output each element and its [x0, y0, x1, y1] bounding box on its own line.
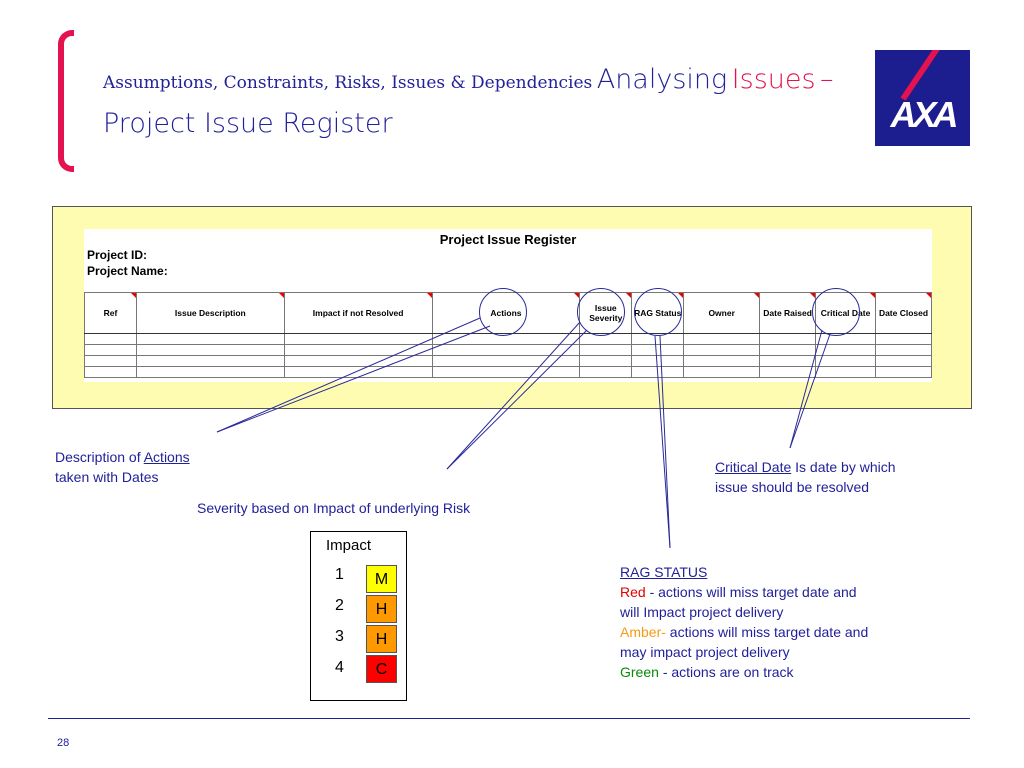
actions-annotation	[55, 447, 255, 487]
col-ref: Ref	[85, 293, 137, 334]
title-dash: –	[820, 64, 834, 95]
actions-link: Actions	[143, 449, 190, 465]
title-line2: Project Issue Register	[103, 108, 393, 139]
impact-cell-2: H	[366, 595, 397, 623]
col-date-closed: Date Closed	[876, 293, 932, 334]
rag-status-annotation	[620, 562, 950, 682]
rag-red-label: Red	[620, 584, 646, 600]
col-actions: Actions	[432, 293, 580, 334]
rag-line-1	[655, 336, 670, 548]
critical-line2: issue should be resolved	[715, 479, 870, 495]
severity-line-1	[447, 322, 580, 469]
impact-num-3: 3	[335, 628, 344, 645]
critical-line-1	[790, 330, 822, 448]
severity-annotation	[197, 498, 557, 518]
impact-num-4: 4	[335, 659, 344, 676]
col-rag-status: RAG Status	[632, 293, 684, 334]
rag-amber-text: actions will miss target date and	[669, 624, 869, 640]
col-issue-description: Issue Description	[136, 293, 284, 334]
impact-cell-4: C	[366, 655, 397, 683]
footer-line	[48, 718, 970, 719]
col-owner: Owner	[684, 293, 760, 334]
rag-amber-text2: may impact project delivery	[620, 644, 790, 660]
project-name-label: Project Name:	[87, 264, 168, 278]
col-date-raised: Date Raised	[760, 293, 816, 334]
rag-red-text: - actions will miss target date and	[649, 584, 857, 600]
impact-num-1: 1	[335, 566, 344, 583]
critical-link: Critical Date	[715, 459, 792, 475]
col-issue-severity: Issue Severity	[580, 293, 632, 334]
severity-text: Severity based on Impact of underlying Risk	[197, 500, 471, 516]
rag-green-text: - actions are on track	[662, 664, 794, 680]
actions-line2: taken with Dates	[55, 469, 159, 485]
severity-line-2	[447, 330, 587, 469]
critical-line-2	[790, 334, 830, 448]
actions-line-1	[217, 318, 480, 432]
col-critical-date: Critical Date	[816, 293, 876, 334]
rag-title: RAG STATUS	[620, 564, 708, 580]
register-title: Project Issue Register	[439, 232, 577, 247]
project-id-label: Project ID:	[87, 248, 148, 262]
impact-cell-1: M	[366, 565, 397, 593]
impact-num-2: 2	[335, 597, 344, 614]
rag-red-text2: will Impact project delivery	[620, 604, 784, 620]
critical-date-annotation	[715, 457, 965, 497]
critical-rest: Is date by which	[795, 459, 896, 475]
logo-text: AXA	[890, 94, 955, 135]
impact-table	[310, 531, 407, 701]
actions-line-2	[217, 326, 490, 432]
rag-green-label: Green	[620, 664, 659, 680]
rag-line-2	[660, 336, 670, 548]
actions-prefix: Description of	[55, 449, 141, 465]
title-small: Assumptions, Constraints, Risks, Issues & Dependencies	[103, 73, 593, 93]
title-big-issues: Issues	[731, 64, 816, 95]
title-big-analysing: Analysing	[596, 64, 728, 95]
impact-cell-3: H	[366, 625, 397, 653]
col-impact-if-not-resolved: Impact if not Resolved	[284, 293, 432, 334]
rag-amber-label: Amber-	[620, 624, 666, 640]
page-number: 28	[57, 737, 70, 749]
impact-title: Impact	[326, 537, 372, 554]
